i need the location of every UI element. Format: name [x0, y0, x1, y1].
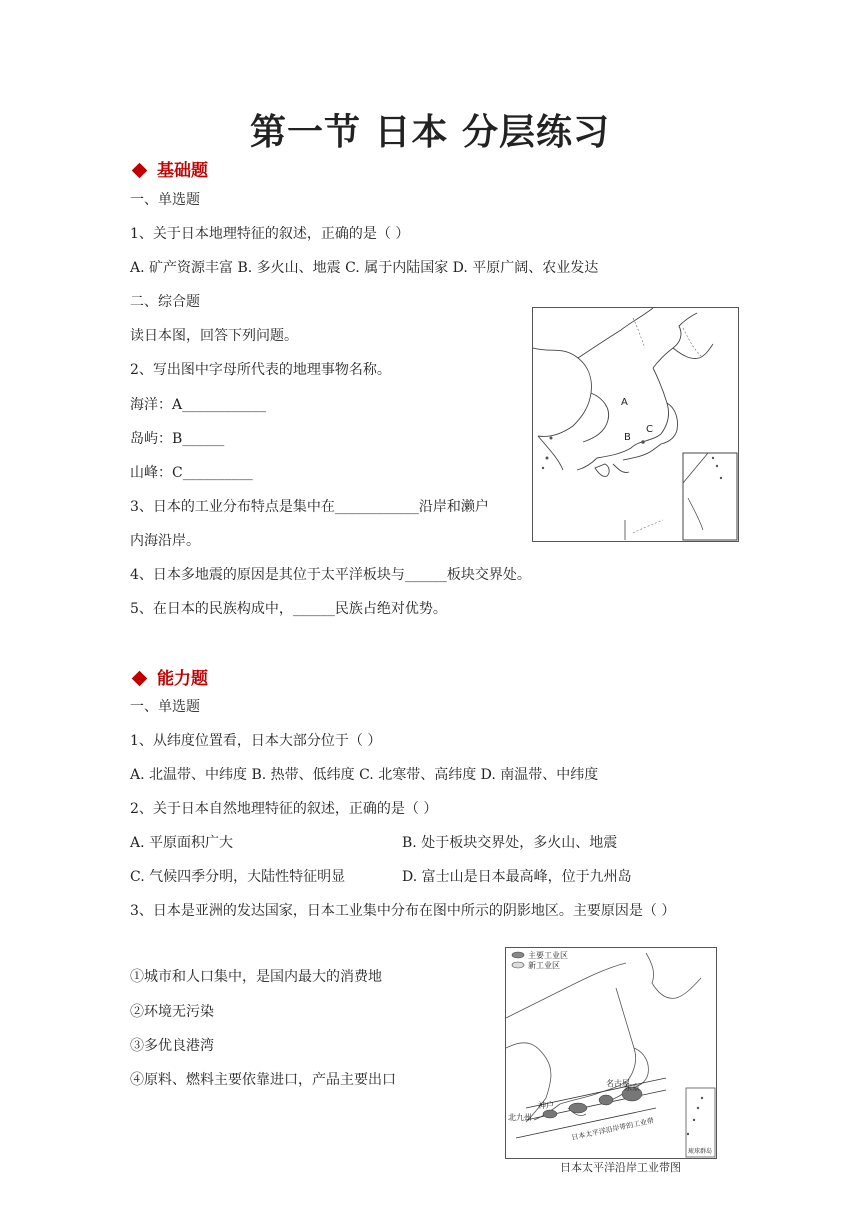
map-caption: 日本太平洋沿岸工业带图	[560, 1161, 681, 1174]
question-1: 1、从纬度位置看，日本大部分位于（ ）	[130, 733, 382, 749]
part-label: 二、综合题	[130, 294, 200, 310]
city-label-kitakyushu: 北九州	[508, 1113, 532, 1122]
question-2-option-a: A. 平原面积广大	[130, 835, 234, 851]
question-3-line2: 内海沿岸。	[130, 533, 200, 549]
question-3: 3、日本是亚洲的发达国家，日本工业集中分布在图中所示的阴影地区。主要原因是（ ）	[130, 903, 676, 919]
legend-new-industrial: 新工业区	[528, 961, 560, 970]
question-5: 5、在日本的民族构成中，______民族占绝对优势。	[130, 601, 447, 617]
question-2-option-b: B. 处于板块交界处，多火山、地震	[402, 835, 618, 851]
section-heading-ability	[130, 664, 208, 689]
map-label-c: C	[646, 424, 653, 435]
statement-4: ④原料、燃料主要依靠进口，产品主要出口	[130, 1072, 396, 1088]
map-label-b: B	[624, 432, 631, 443]
answer-line-a: 海洋：A____________	[130, 397, 267, 413]
statement-3: ③多优良港湾	[130, 1038, 214, 1054]
city-label-kobe: 神户	[538, 1101, 554, 1110]
map-intro: 读日本图，回答下列问题。	[130, 328, 298, 344]
answer-line-b: 岛屿：B______	[130, 431, 225, 447]
section-heading-basic-label: 基础题	[157, 161, 208, 181]
statement-2: ②环境无污染	[130, 1004, 214, 1020]
question-4: 4、日本多地震的原因是其位于太平洋板块与______板块交界处。	[130, 567, 531, 583]
city-label-nagoya: 名古屋	[606, 1079, 630, 1088]
question-2: 2、关于日本自然地理特征的叙述，正确的是（ ）	[130, 801, 438, 817]
japan-map	[532, 307, 739, 542]
statement-1: ①城市和人口集中，是国内最大的消费地	[130, 969, 382, 985]
answer-line-c: 山峰：C__________	[130, 465, 253, 481]
japan-map-drawing	[533, 308, 738, 541]
industrial-belt-map	[505, 947, 717, 1159]
page-title: 第一节 日本 分层练习	[249, 112, 611, 153]
inset-box-label: 琉球群岛	[688, 1148, 713, 1155]
industrial-belt-map-drawing	[506, 948, 716, 1158]
map-label-a: A	[621, 397, 628, 408]
question-1-options: A. 矿产资源丰富 B. 多火山、地震 C. 属于内陆国家 D. 平原广阔、农业发达	[130, 260, 599, 276]
question-3-line1: 3、日本的工业分布特点是集中在____________沿岸和濑户	[130, 499, 489, 515]
belt-label: 日本太平洋沿岸带的工业带	[570, 1116, 655, 1142]
diamond-bullet-icon	[132, 670, 148, 686]
question-1-options: A. 北温带、中纬度 B. 热带、低纬度 C. 北寒带、高纬度 D. 南温带、中纬度	[130, 767, 599, 783]
question-2-option-c: C. 气候四季分明，大陆性特征明显	[130, 869, 346, 885]
diamond-bullet-icon	[132, 162, 148, 178]
question-2-option-d: D. 富士山是日本最高峰，位于九州岛	[402, 869, 632, 885]
question-1: 1、关于日本地理特征的叙述，正确的是（ ）	[130, 226, 410, 242]
section-heading-ability-label: 能力题	[157, 669, 208, 689]
city-label-tokyo: 东京	[624, 1083, 640, 1092]
question-2: 2、写出图中字母所代表的地理事物名称。	[130, 362, 391, 378]
legend-main-industrial: 主要工业区	[528, 951, 568, 960]
section-heading-basic	[130, 156, 208, 181]
part-label: 一、单选题	[130, 192, 200, 208]
part-label: 一、单选题	[130, 699, 200, 715]
